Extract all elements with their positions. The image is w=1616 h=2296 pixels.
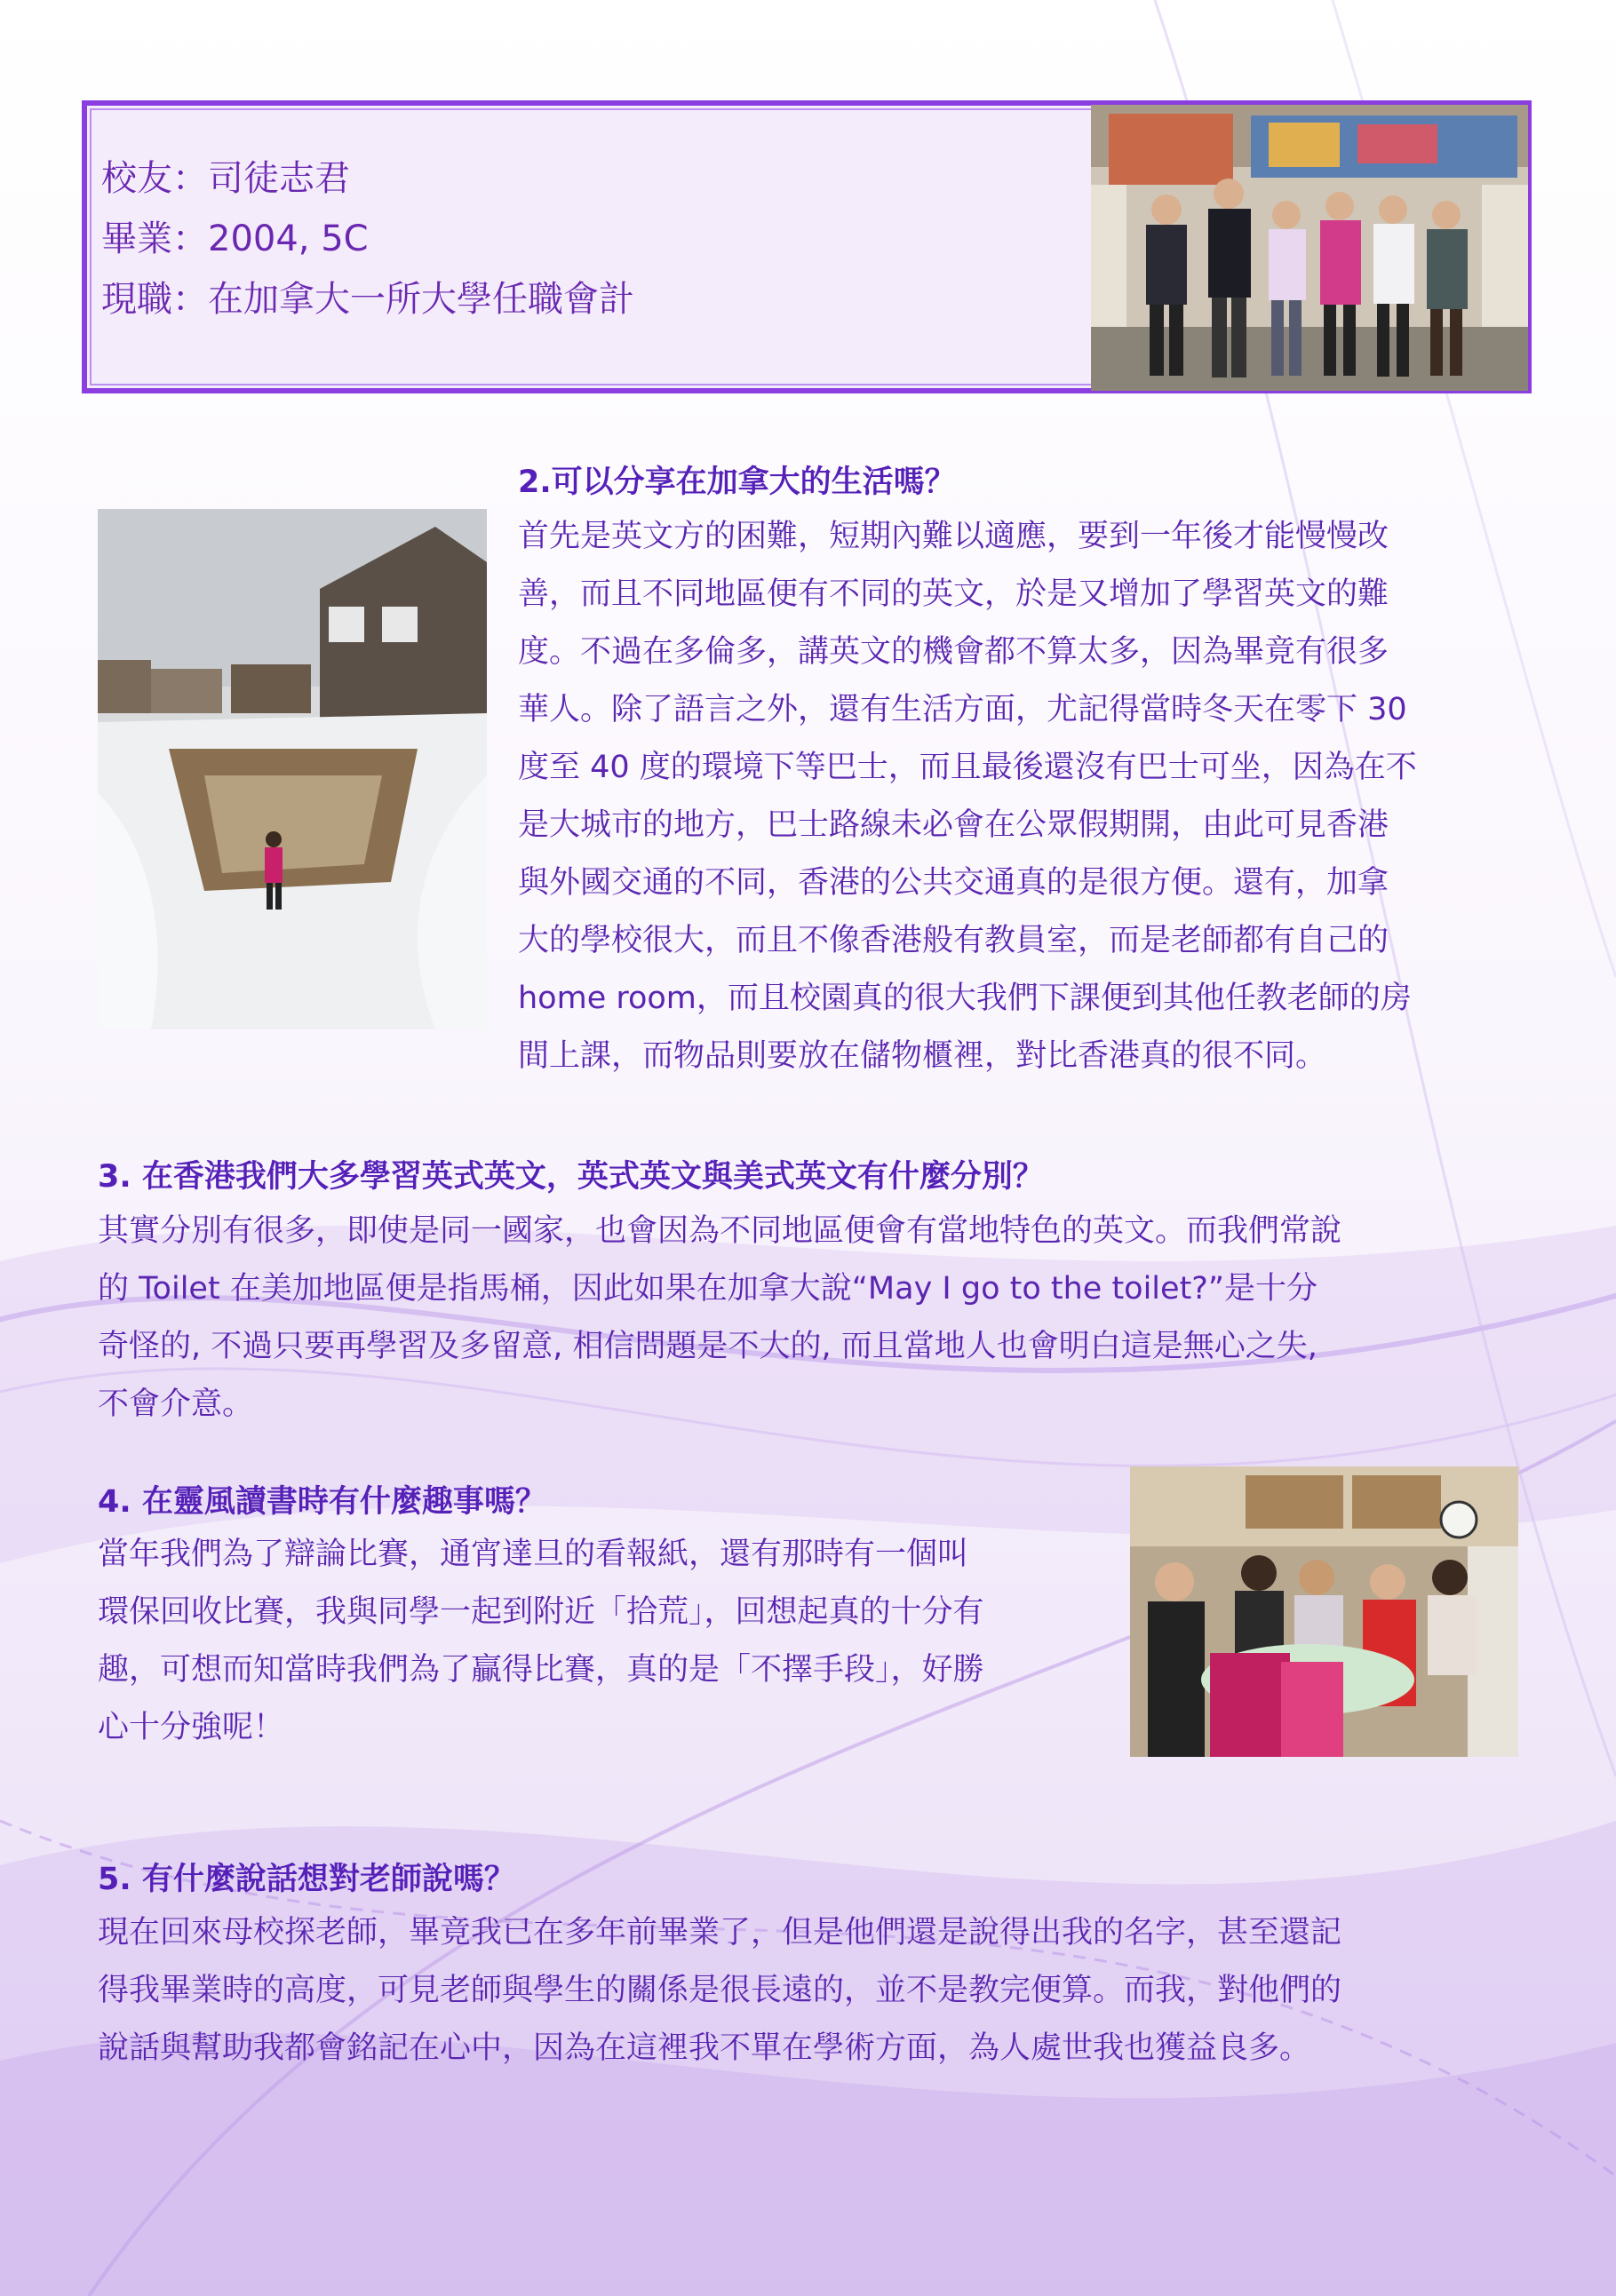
text-line: 得我畢業時的高度，可見老師與學生的關係是很長遠的，並不是教完便算。而我，對他們的 — [98, 1973, 1342, 2008]
text-line: 華人。除了語言之外，還有生活方面，尤記得當時冬天在零下 30 — [518, 692, 1407, 727]
section-3-body — [98, 1203, 1341, 1434]
text-line: 與外國交通的不同，香港的公共交通真的是很方便。還有，加拿 — [518, 865, 1389, 901]
text-line: 現在回來母校探老師，畢竟我已在多年前畢業了，但是他們還是說得出我的名字，甚至還記 — [98, 1915, 1342, 1950]
alumnus-name: 校友：司徒志君 — [101, 158, 350, 199]
section-3-title: 3. 在香港我們大多學習英式英文，英式英文與美式英文有什麼分別？ — [98, 1159, 1044, 1195]
text-line: 當年我們為了辯論比賽，通宵達旦的看報紙，還有那時有一個叫 — [98, 1537, 969, 1572]
text-line: 大的學校很大，而且不像香港般有教員室，而是老師都有自己的 — [518, 923, 1389, 958]
section-4-body — [98, 1526, 984, 1757]
text-line: 環保回收比賽，我與同學一起到附近「拾荒」，回想起真的十分有 — [98, 1594, 984, 1630]
text-line: 度。不過在多倫多，講英文的機會都不算太多，因為畢竟有很多 — [518, 634, 1389, 670]
section-5-title: 5. 有什麼說話想對老師說嗎？ — [98, 1862, 515, 1897]
text-line: 首先是英文方的困難，短期內難以適應，要到一年後才能慢慢改 — [518, 519, 1389, 554]
section-4-title: 4. 在靈風讀書時有什麼趣事嗎？ — [98, 1484, 546, 1520]
text-line: 善，而且不同地區便有不同的英文，於是又增加了學習英文的難 — [518, 576, 1389, 612]
section-2-title: 2.可以分享在加拿大的生活嗎？ — [518, 465, 956, 500]
group-photo — [1091, 105, 1528, 391]
section-2-body — [518, 508, 1417, 1085]
occupation-info: 現職：在加拿大一所大學任職會計 — [101, 279, 634, 320]
section-5-body — [98, 1904, 1341, 2078]
text-line: 其實分別有很多，即使是同一國家，也會因為不同地區便會有當地特色的英文。而我們常說 — [98, 1213, 1342, 1249]
text-line: 度至 40 度的環境下等巴士，而且最後還沒有巴士可坐，因為在不 — [518, 750, 1417, 785]
text-line: 間上課，而物品則要放在儲物櫃裡，對比香港真的很不同。 — [518, 1038, 1327, 1074]
text-line: 趣，可想而知當時我們為了贏得比賽，真的是「不擇手段」，好勝 — [98, 1652, 984, 1688]
text-line: 奇怪的, 不過只要再學習及多留意, 相信問題是不大的, 而且當地人也會明白這是無心之失, — [98, 1329, 1317, 1364]
snow-photo — [98, 509, 487, 1029]
text-line: 說話與幫助我都會銘記在心中，因為在這裡我不單在學術方面，為人處世我也獲益良多。 — [98, 2030, 1311, 2066]
text-line: home room，而且校園真的很大我們下課便到其他任教老師的房 — [518, 981, 1412, 1016]
text-line: 心十分強呢！ — [98, 1710, 285, 1745]
text-line: 不會介意。 — [98, 1386, 254, 1422]
graduation-info: 畢業：2004, 5C — [101, 218, 369, 259]
text-line: 是大城市的地方，巴士路線未必會在公眾假期開，由此可見香港 — [518, 807, 1389, 843]
text-line: 的 Toilet 在美加地區便是指馬桶，因此如果在加拿大說“May I go to the toilet?”是十分 — [98, 1271, 1318, 1307]
classroom-photo — [1130, 1466, 1518, 1757]
